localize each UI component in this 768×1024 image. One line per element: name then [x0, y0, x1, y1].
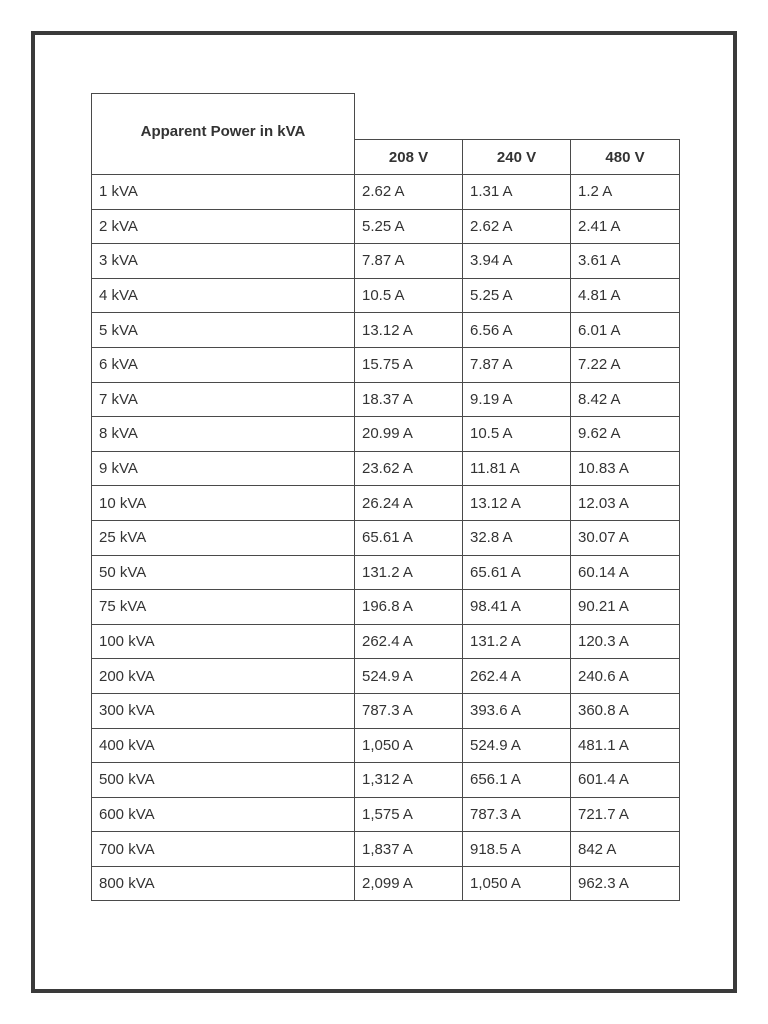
cell-apparent-power: 6 kVA: [92, 347, 355, 382]
cell-current-240v: 5.25 A: [463, 278, 571, 313]
cell-current-240v: 2.62 A: [463, 209, 571, 244]
cell-apparent-power: 300 kVA: [92, 693, 355, 728]
cell-current-208v: 65.61 A: [355, 520, 463, 555]
cell-current-480v: 12.03 A: [571, 486, 680, 521]
cell-current-480v: 962.3 A: [571, 866, 680, 901]
cell-current-480v: 9.62 A: [571, 417, 680, 452]
cell-current-240v: 393.6 A: [463, 693, 571, 728]
table-row: [92, 763, 680, 798]
cell-apparent-power: 200 kVA: [92, 659, 355, 694]
table-row: [92, 244, 680, 279]
cell-current-480v: 481.1 A: [571, 728, 680, 763]
cell-current-480v: 7.22 A: [571, 347, 680, 382]
cell-apparent-power: 7 kVA: [92, 382, 355, 417]
cell-current-208v: 2.62 A: [355, 175, 463, 210]
table-row: [92, 555, 680, 590]
cell-current-208v: 26.24 A: [355, 486, 463, 521]
cell-current-240v: 524.9 A: [463, 728, 571, 763]
cell-apparent-power: 3 kVA: [92, 244, 355, 279]
cell-current-480v: 601.4 A: [571, 763, 680, 798]
cell-apparent-power: 1 kVA: [92, 175, 355, 210]
cell-current-240v: 131.2 A: [463, 624, 571, 659]
cell-current-240v: 32.8 A: [463, 520, 571, 555]
header-voltage-240: 240 V: [463, 140, 571, 175]
table-row: [92, 659, 680, 694]
cell-current-480v: 90.21 A: [571, 590, 680, 625]
table-row: [92, 693, 680, 728]
cell-apparent-power: 400 kVA: [92, 728, 355, 763]
cell-current-480v: 842 A: [571, 832, 680, 867]
header-row-top: [92, 94, 680, 140]
cell-current-208v: 1,050 A: [355, 728, 463, 763]
table-row: [92, 175, 680, 210]
cell-apparent-power: 2 kVA: [92, 209, 355, 244]
table-row: [92, 866, 680, 901]
cell-current-480v: 2.41 A: [571, 209, 680, 244]
cell-current-208v: 196.8 A: [355, 590, 463, 625]
cell-apparent-power: 8 kVA: [92, 417, 355, 452]
cell-current-480v: 10.83 A: [571, 451, 680, 486]
cell-current-240v: 9.19 A: [463, 382, 571, 417]
cell-current-208v: 524.9 A: [355, 659, 463, 694]
cell-current-480v: 240.6 A: [571, 659, 680, 694]
cell-current-208v: 10.5 A: [355, 278, 463, 313]
cell-apparent-power: 75 kVA: [92, 590, 355, 625]
cell-apparent-power: 9 kVA: [92, 451, 355, 486]
cell-current-240v: 1,050 A: [463, 866, 571, 901]
cell-apparent-power: 500 kVA: [92, 763, 355, 798]
table-row: [92, 382, 680, 417]
cell-current-240v: 6.56 A: [463, 313, 571, 348]
table-row: [92, 451, 680, 486]
table-row: [92, 417, 680, 452]
cell-current-208v: 2,099 A: [355, 866, 463, 901]
cell-apparent-power: 5 kVA: [92, 313, 355, 348]
table-row: [92, 832, 680, 867]
table-row: [92, 520, 680, 555]
table-container: [91, 93, 680, 901]
cell-current-208v: 20.99 A: [355, 417, 463, 452]
cell-apparent-power: 700 kVA: [92, 832, 355, 867]
cell-current-240v: 11.81 A: [463, 451, 571, 486]
cell-current-240v: 98.41 A: [463, 590, 571, 625]
cell-current-480v: 60.14 A: [571, 555, 680, 590]
cell-current-480v: 6.01 A: [571, 313, 680, 348]
cell-current-208v: 7.87 A: [355, 244, 463, 279]
cell-current-480v: 4.81 A: [571, 278, 680, 313]
table-row: [92, 347, 680, 382]
cell-current-480v: 120.3 A: [571, 624, 680, 659]
cell-apparent-power: 4 kVA: [92, 278, 355, 313]
cell-apparent-power: 100 kVA: [92, 624, 355, 659]
cell-current-240v: 65.61 A: [463, 555, 571, 590]
header-voltage-480: 480 V: [571, 140, 680, 175]
cell-current-240v: 7.87 A: [463, 347, 571, 382]
table-row: [92, 313, 680, 348]
cell-current-208v: 23.62 A: [355, 451, 463, 486]
cell-current-208v: 5.25 A: [355, 209, 463, 244]
cell-apparent-power: 10 kVA: [92, 486, 355, 521]
cell-current-240v: 787.3 A: [463, 797, 571, 832]
cell-current-208v: 787.3 A: [355, 693, 463, 728]
cell-current-240v: 1.31 A: [463, 175, 571, 210]
cell-current-240v: 10.5 A: [463, 417, 571, 452]
header-apparent-power: Apparent Power in kVA: [92, 94, 355, 175]
header-voltage-208: 208 V: [355, 140, 463, 175]
cell-current-208v: 262.4 A: [355, 624, 463, 659]
table-row: [92, 797, 680, 832]
table-row: [92, 624, 680, 659]
page-frame: [31, 31, 737, 993]
table-header: [92, 94, 680, 175]
cell-current-240v: 13.12 A: [463, 486, 571, 521]
cell-current-480v: 3.61 A: [571, 244, 680, 279]
cell-apparent-power: 25 kVA: [92, 520, 355, 555]
cell-apparent-power: 600 kVA: [92, 797, 355, 832]
kva-amperage-table: [91, 93, 680, 901]
cell-current-208v: 1,837 A: [355, 832, 463, 867]
table-row: [92, 590, 680, 625]
table-row: [92, 209, 680, 244]
table-row: [92, 278, 680, 313]
cell-current-208v: 1,312 A: [355, 763, 463, 798]
cell-current-480v: 8.42 A: [571, 382, 680, 417]
cell-current-480v: 1.2 A: [571, 175, 680, 210]
cell-current-208v: 1,575 A: [355, 797, 463, 832]
cell-current-208v: 15.75 A: [355, 347, 463, 382]
cell-apparent-power: 800 kVA: [92, 866, 355, 901]
cell-current-240v: 656.1 A: [463, 763, 571, 798]
cell-current-208v: 131.2 A: [355, 555, 463, 590]
cell-current-208v: 18.37 A: [355, 382, 463, 417]
cell-current-240v: 3.94 A: [463, 244, 571, 279]
table-row: [92, 486, 680, 521]
cell-current-480v: 30.07 A: [571, 520, 680, 555]
cell-current-480v: 360.8 A: [571, 693, 680, 728]
table-body: [92, 175, 680, 901]
table-row: [92, 728, 680, 763]
header-blank-space: [355, 94, 680, 140]
cell-apparent-power: 50 kVA: [92, 555, 355, 590]
cell-current-240v: 262.4 A: [463, 659, 571, 694]
cell-current-240v: 918.5 A: [463, 832, 571, 867]
cell-current-208v: 13.12 A: [355, 313, 463, 348]
cell-current-480v: 721.7 A: [571, 797, 680, 832]
